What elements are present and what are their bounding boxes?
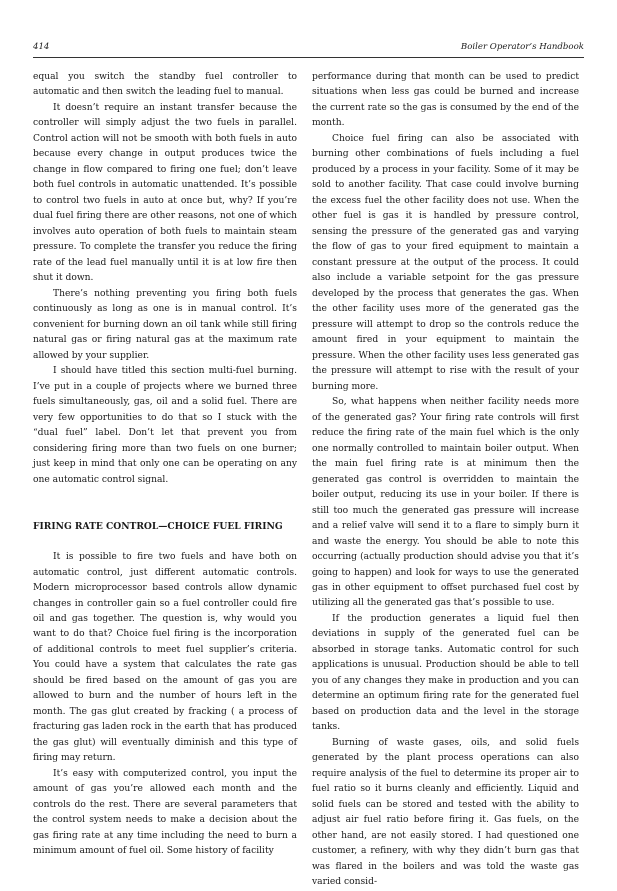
spacer xyxy=(33,488,297,519)
paragraph: It is possible to fire two fuels and have both on automatic control, just different automatic controls. Modern microprocessor based controls allow dynamic changes in controller gain so a fuel controller could fire oil and gas together. The question is, why would you want to do that? Choice fuel firing is the incorporation of additional controls to meet fuel supplier’s criteria. You could have a system that calculates the rate gas should be fired based on the amount of gas you are allowed to burn and the number of hours left in the month. The gas glut created by fracking ( a process of fracturing gas laden rock in the earth that has produced the gas glut) will eventually diminish and this type of firing may return. xyxy=(33,552,297,764)
paragraph: It’s easy with computerized control, you input the amount of gas you’re allowed each month and the controls do the rest. There are several parameters that the control system needs to make a decision about the gas firing rate at any time including the need to burn a minimum amount of fuel oil. Some history of facility xyxy=(33,768,297,857)
paragraph: So, what happens when neither facility needs more of the generated gas? Your firing rate controls will first reduce the firing rate of the main fuel which is the only one normally controlled to maintain boiler output. When the main fuel firing rate is at minimum then the generated gas control is overridden to maintain the boiler output, reducing its use in your boiler. If there is still too much the generated gas pressure will increase and a relief valve will send it to a flare to simply burn it and waste the energy. You should be able to note this occurring (actually production should advise you that it’s going to happen) and look for ways to use the generated gas in other equipment to offset purchased fuel cost by utilizing all the generated gas that’s possible to use. xyxy=(312,397,579,609)
right-column xyxy=(312,70,579,891)
header-rule xyxy=(33,57,584,58)
paragraph: equal you switch the standby fuel controller to automatic and then switch the leading fuel to manual. xyxy=(33,72,297,98)
paragraph: There’s nothing preventing you firing both fuels continuously as long as one is in manual control. It’s convenient for burning down an oil tank while still firing natural gas or firing natural gas at the maximum rate allowed by your supplier. xyxy=(33,288,297,361)
spacer xyxy=(33,535,297,551)
paragraph: I should have titled this section multi-fuel burning. I’ve put in a couple of projects where we burned three fuels simultaneously, gas, oil and a solid fuel. There are very few opportunities to do that so I stuck with the “dual fuel” label. Don’t let that prevent you from considering firing more than two fuels on one burner; just keep in mind that only one can be operating on any one automatic control signal. xyxy=(33,366,297,485)
paragraph: performance during that month can be used to predict situations when less gas could be burned and increase the current rate so the gas is consumed by the end of the month. xyxy=(312,72,579,129)
book-title: Boiler Operator’s Handbook xyxy=(460,42,584,52)
section-heading: FIRING RATE CONTROL—CHOICE FUEL FIRING xyxy=(33,521,283,533)
paragraph: It doesn’t require an instant transfer because the controller will simply adjust the two fuels in parallel. Control action will not be smooth with both fuels in auto because every change in output produces twice the change in flow compared to firing one fuel; don’t leave both fuel controls in automatic unattended. It’s possible to control two fuels in auto at once but, why? If you’re dual fuel firing there are other reasons, not one of which involves auto operation of both fuels to maintain steam pressure. To complete the transfer you reduce the firing rate of the lead fuel manually until it is at low fire then shut it down. xyxy=(33,102,297,284)
page-number: 414 xyxy=(33,42,50,52)
running-header xyxy=(33,42,584,56)
paragraph: Burning of waste gases, oils, and solid fuels generated by the plant process operations can also require analysis of the fuel to determine its proper air to fuel ratio so it burns cleanly and efficiently. Liquid and solid fuels can be stored and tested with the ability to adjust air fuel ratio before firing it. Gas fuels, on the other hand, are not easily stored. I had questioned one customer, a refinery, with why they didn’t burn gas that was flared in the boilers and was told the waste gas varied consid- xyxy=(312,737,579,888)
left-column xyxy=(33,70,297,860)
paragraph: If the production generates a liquid fuel then deviations in supply of the generated fuel can be absorbed in storage tanks. Automatic control for such applications is unusual. Production should be able to tell you of any changes they make in production and you can determine an optimum firing rate for the generated fuel based on production data and the level in the storage tanks. xyxy=(312,613,579,733)
paragraph: Choice fuel firing can also be associated with burning other combinations of fuels including a fuel produced by a process in your facility. Some of it may be sold to another facility. That case could involve burning the excess fuel the other facility does not use. When the other fuel is gas it is handled by pressure control, sensing the pressure of the generated gas and varying the flow of gas to your fired equipment to maintain a constant pressure at the output of the process. It could also include a variable setpoint for the gas pressure developed by the process that generates the gas. When the other facility uses more of the generated gas the pressure will attempt to drop so the controls reduce the amount fired in your equipment to maintain the pressure. When the other facility uses less generated gas the pressure will attempt to rise with the result of your burning more. xyxy=(312,133,579,392)
